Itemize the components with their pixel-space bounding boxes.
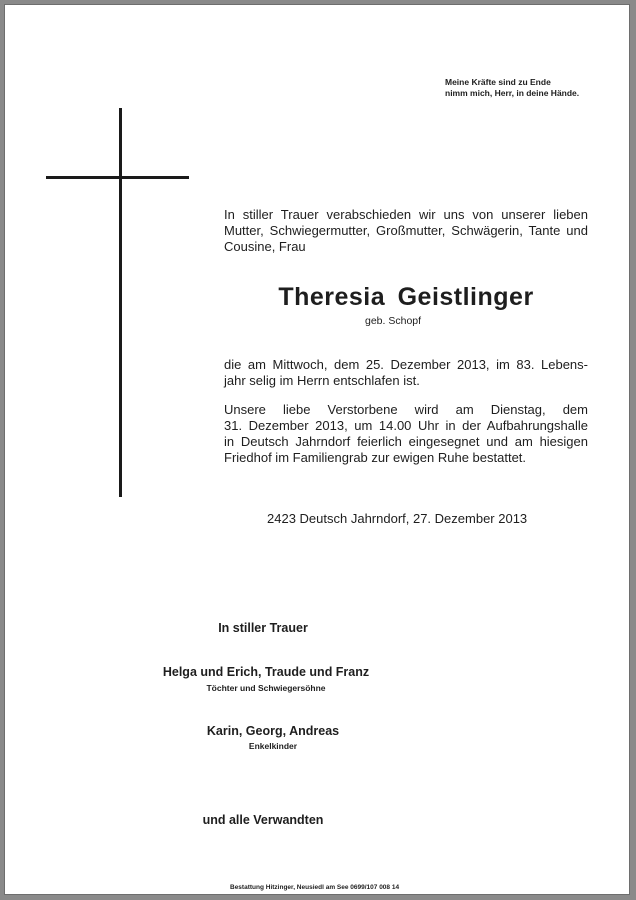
motto-verse <box>445 77 625 99</box>
intro-line: und Cousine, Frau <box>224 223 588 254</box>
funeral-notice-line: Friedhof im Familiengrab zur ewigen Ruhe bestattet. <box>224 450 527 465</box>
motto-line: Meine Kräfte sind zu Ende <box>445 77 551 87</box>
mourner-names-daughters: Helga und Erich, Traude und Franz <box>162 665 370 679</box>
funeral-notice-line: Unsere liebe Verstorbene wird am Dienstag, dem <box>224 402 588 417</box>
death-notice-paragraph <box>224 357 588 389</box>
cross-icon-crossbar <box>46 176 189 179</box>
intro-line: Mutter, Schwiegermutter, Großmutter, Schwägerin, Tante <box>224 223 561 238</box>
mourner-relation-daughters: Töchter und Schwiegersöhne <box>206 683 326 693</box>
death-notice-line: die am Mittwoch, dem 25. Dezember 2013, im 83. Lebens- <box>224 357 588 372</box>
intro-paragraph <box>224 207 588 255</box>
mourner-closing: und alle Verwandten <box>202 813 324 827</box>
funeral-notice-line: in Deutsch Jahrndorf feierlich eingesegnet und am hiesigen <box>224 434 588 449</box>
funeral-home-footer: Bestattung Hitzinger, Neusiedl am See 0699/107 008 14 <box>230 884 400 891</box>
motto-line: nimm mich, Herr, in deine Hände. <box>445 88 580 98</box>
funeral-notice-line: 31. Dezember 2013, um 14.00 Uhr in der Aufbahrungshalle <box>224 418 588 433</box>
maiden-name: geb. Schopf <box>365 315 422 327</box>
obituary-page <box>4 4 630 895</box>
mourner-relation-grandchildren: Enkelkinder <box>248 741 298 751</box>
funeral-notice-paragraph <box>224 402 588 466</box>
mourner-names-grandchildren: Karin, Georg, Andreas <box>206 724 340 738</box>
intro-line: In stiller Trauer verabschieden wir uns von unserer lieben <box>224 207 588 222</box>
mourning-heading: In stiller Trauer <box>218 621 308 635</box>
place-date: 2423 Deutsch Jahrndorf, 27. Dezember 2013 <box>267 511 528 526</box>
cross-icon <box>119 108 122 497</box>
death-notice-line: jahr selig im Herrn entschlafen ist. <box>224 373 420 388</box>
deceased-name: Theresia Geistlinger <box>278 283 534 311</box>
